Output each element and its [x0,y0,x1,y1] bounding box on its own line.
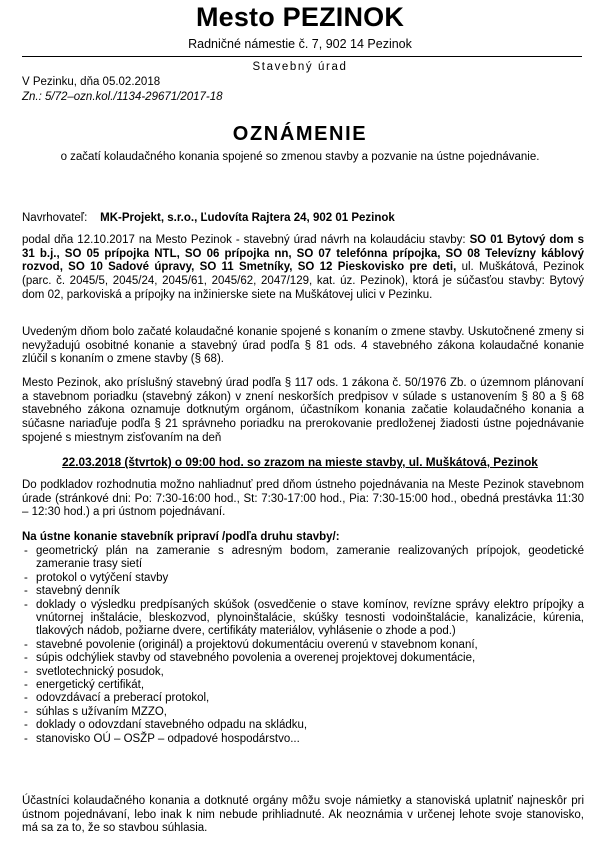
requirement-item: - stavebný denník [22,585,584,598]
paragraph-application [22,234,584,303]
requirement-item: - súpis odchýliek stavby od stavebného povolenia a overenej projektovej dokumentácie, [22,652,584,665]
requirement-item: - svetlotechnický posudok, [22,666,584,679]
applicant-name: MK-Projekt, s.r.o., Ľudovíta Rajtera 24, 902 01 Pezinok [100,212,395,224]
city-title: Mesto PEZINOK [195,2,405,32]
notice-title: OZNÁMENIE [232,123,368,145]
city-address: Radničné námestie č. 7, 902 14 Pezinok [188,37,412,51]
building-objects: SO 01 Bytový dom s 31 b.j., SO 05 prípojka NTL, SO 06 prípojka nn, SO 07 telefónna prípojka, SO 08 Televízny káblový rozvod, SO 10 Sadové úpravy, SO 11 Smetníky, SO 12 Pieskovisko pre deti, [22,234,584,274]
reference-number: Zn.: 5/72–ozn.kol./1134-29671/2017-18 [22,91,223,103]
paragraph-closing: Účastníci kolaudačného konania a dotknuté orgány môžu svoje námietky a stanoviská uplatniť najneskôr pri ústnom pojednávaní, lebo inak k nim nebude prihliadnuté. Ak neoznámia v určenej lehote svoje stanovisko, má sa za to, že so stavbou súhlasia. [22,795,584,835]
place-date: V Pezinku, dňa 05.02.2018 [22,76,161,88]
requirement-item: - súhlas s užívaním MZZO, [22,706,584,719]
requirements-list [22,545,584,746]
paragraph-change: Uvedeným dňom bolo začaté kolaudačné konanie spojené s konaním o zmene stavby. Uskutočnené zmeny si nevyžadujú osobitné konanie a stavebný úrad podľa § 81 ods. 4 stavebného zákona kolaudačné konanie zlúčil s konaním o zmene stavby (§ 68). [22,326,584,366]
applicant-label: Navrhovateľ: [22,212,88,224]
applicant-line [22,212,584,226]
notice-subtitle: o začatí kolaudačného konania spojené so zmenou stavby a pozvanie na ústne pojednávanie. [60,151,540,163]
requirement-item: - odovzdávací a preberací protokol, [22,692,584,705]
requirements-title: Na ústne konanie stavebník pripraví /podľa druhu stavby/: [22,531,340,543]
requirement-item: - protokol o vytýčení stavby [22,572,584,585]
paragraph-authority: Mesto Pezinok, ako príslušný stavebný úrad podľa § 117 ods. 1 zákona č. 50/1976 Zb. o územnom plánovaní a stavebnom poriadku (stavebný zákon) v znení neskorších predpisov v súlade s ustanovením § 80 a § 68 stavebného zákona oznamuje dotknutým orgánom, účastníkom konania začatie kolaudačného konania a súčasne nariaďuje podľa § 21 správneho poriadku na prerokovanie predloženej žiadosti ústne pojednávanie spojené s miestnym zisťovaním na deň [22,377,584,444]
hearing-date: 22.03.2018 (štvrtok) o 09:00 hod. so zrazom na mieste stavby, ul. Muškátová, Pezinok [62,455,538,469]
paragraph-application-intro: podal dňa 12.10.2017 na Mesto Pezinok - stavebný úrad návrh na kolaudáciu stavby: [22,234,470,246]
requirement-item: - doklady o výsledku predpísaných skúšok (osvedčenie o stave komínov, revízne správy elektro prípojky a vnútornej inštalácie, bleskozvod, plynoinštalácie, skúšky tesnosti vodoinštalácie, kanalizácie, kúrenia, tlakových nádob, požiarne dvere, certifikáty materiálov, vyhlásenie o zhode a pod.) [22,599,584,639]
requirement-item: - geometrický plán na zameranie s adresným bodom, zameranie realizovaných prípojok, geodetické zameranie trasy sietí [22,545,584,572]
office-name: Stavebný úrad [252,61,348,73]
paragraph-documents: Do podkladov rozhodnutia možno nahliadnuť pred dňom ústneho pojednávania na Meste Pezinok stavebnom úrade (stránkové dni: Po: 7:30-16:00 hod., St: 7:30-17:00 hod., Pia: 7:30-15:00 hod., obedná prestávka 11:30 – 12:30 hod.) a pri ústnom pojednávaní. [22,479,584,519]
requirement-item: - stanovisko OÚ – OSŽP – odpadové hospodárstvo... [22,733,584,746]
requirement-item: - stavebné povolenie (originál) a projektovú dokumentáciu overenú v stavebnom konaní, [22,639,584,652]
requirement-item: - energetický certifikát, [22,679,584,692]
header-divider [22,56,582,57]
requirement-item: - doklady o odovzdaní stavebného odpadu na skládku, [22,719,584,732]
paragraph-application-rest: ul. Muškátová, Pezinok (parc. č. 2045/5, 2045/24, 2045/61, 2045/62, 2047/129, kat. úz. Pezinok), ktorá je súčasťou stavby: Bytový dom 02, parkoviská a prípojky na inžinierske siete na Muškátovej ulici v Pezinku. [22,261,584,301]
